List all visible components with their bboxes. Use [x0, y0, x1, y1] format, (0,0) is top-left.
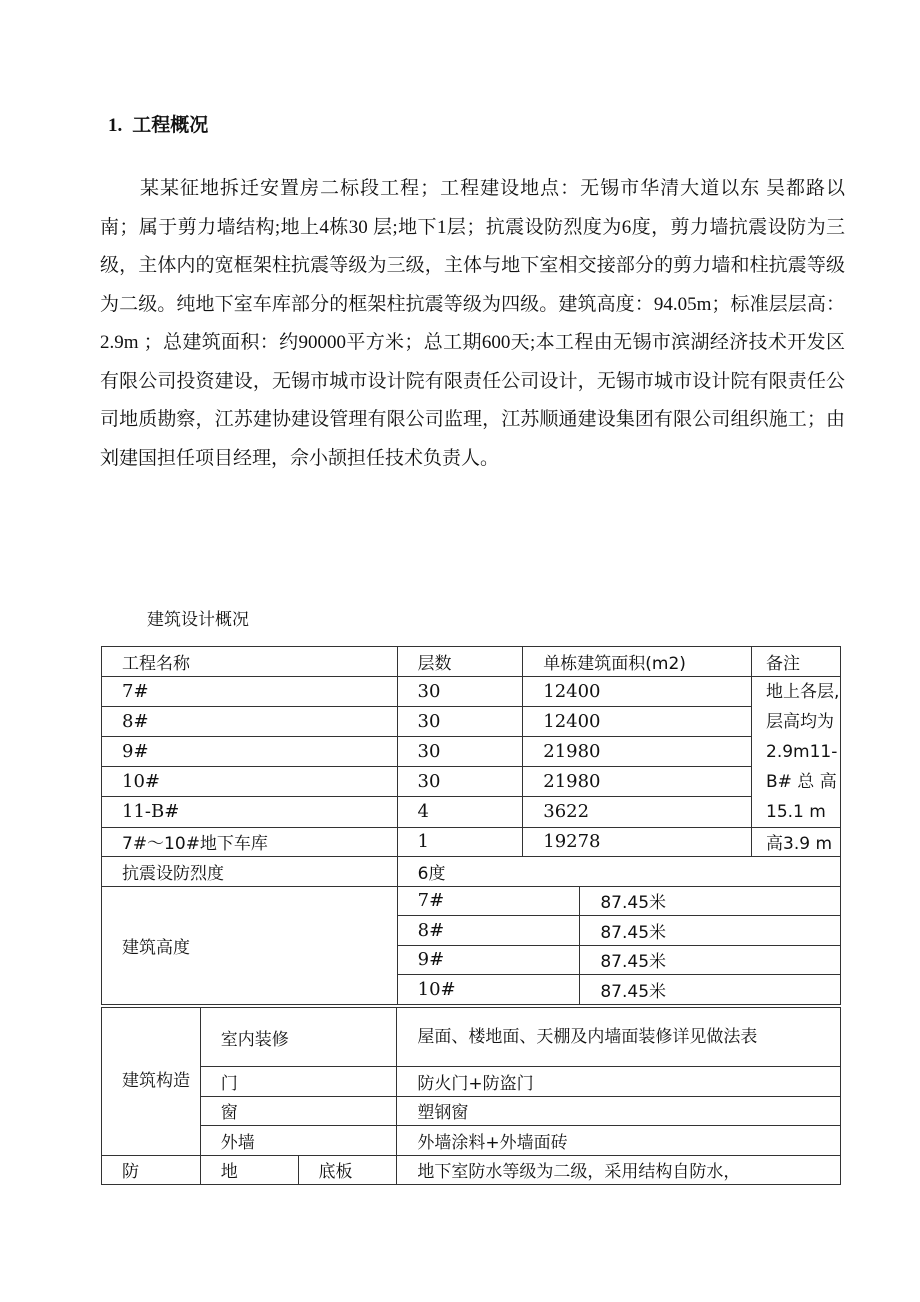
table-row: [102, 797, 841, 827]
height-value: 87.45米: [580, 975, 841, 1005]
table-row: [102, 767, 841, 797]
cell-area: 21980: [523, 767, 752, 797]
height-row: [102, 886, 841, 916]
cell-name: 9#: [102, 736, 398, 766]
construction-item: 窗: [200, 1096, 397, 1126]
cell-name: 7#: [102, 676, 398, 706]
height-building: 9#: [397, 945, 580, 975]
cell-area: 12400: [523, 706, 752, 736]
height-building: 10#: [397, 975, 580, 1005]
project-overview-paragraph: 某某征地拆迁安置房二标段工程；工程建设地点：无锡市华清大道以东 吴都路以南；属于剪力墙结构;地上4栋30 层;地下1层；抗震设防烈度为6度，剪力墙抗震设防为三级，主体内的宽框架柱抗震等级为三级，主体与地下室相交接部分的剪力墙和柱抗震等级为二级。纯地下室车库部分的框架柱抗震等级为四级。建筑高度：94.05m；标准层层高：2.9m ；总建筑面积：约90000平方米；总工期600天;本工程由无锡市滨湖经济技术开发区有限公司投资建设，无锡市城市设计院有限责任公司设计，无锡市城市设计院有限责任公司地质勘察，江苏建协建设管理有限公司监理，江苏顺通建设集团有限公司组织施工；由刘建国担任项目经理，佘小颉担任技术负责人。: [100, 178, 845, 469]
table-row: [102, 706, 841, 736]
height-building: 7#: [397, 886, 580, 916]
table-header-row: [102, 647, 841, 677]
construction-label: 建筑构造: [102, 1008, 201, 1156]
cell-floors: 30: [397, 706, 523, 736]
cell-note-merged: 地上各层,层高均为2.9m11-B# 总 高15.1 m: [752, 676, 841, 827]
construction-row: [102, 1067, 841, 1097]
cell-name: 10#: [102, 767, 398, 797]
cell-floors: 4: [397, 797, 523, 827]
construction-row: [102, 1126, 841, 1156]
cell-area: 21980: [523, 736, 752, 766]
cell-name: 7#～10#地下车库: [102, 827, 398, 857]
header-project-name: 工程名称: [102, 647, 398, 677]
construction-value: 屋面、楼地面、天棚及内墙面装修详见做法表: [397, 1008, 841, 1067]
cell-floors: 1: [397, 827, 523, 857]
table-caption: 建筑设计概况: [147, 610, 249, 630]
seismic-value: 6度: [397, 857, 840, 887]
table-row: [102, 676, 841, 706]
height-value: 87.45米: [580, 916, 841, 946]
header-area: 单栋建筑面积(m2): [523, 647, 752, 677]
cell-area: 12400: [523, 676, 752, 706]
height-value: 87.45米: [580, 945, 841, 975]
seismic-label: 抗震设防烈度: [102, 857, 398, 887]
construction-value: 防火门+防盗门: [397, 1067, 841, 1097]
seismic-row: [102, 857, 841, 887]
construction-row: [102, 1096, 841, 1126]
height-value: 87.45米: [580, 886, 841, 916]
table-row: [102, 736, 841, 766]
construction-value: 塑钢窗: [397, 1096, 841, 1126]
waterproof-col2: 地: [200, 1155, 298, 1185]
cell-floors: 30: [397, 767, 523, 797]
height-label: 建筑高度: [102, 886, 398, 1004]
section-number: 1.: [108, 115, 123, 136]
header-note: 备注: [752, 647, 841, 677]
cell-area: 19278: [523, 827, 752, 857]
cell-area: 3622: [523, 797, 752, 827]
construction-row: [102, 1008, 841, 1067]
cell-name: 8#: [102, 706, 398, 736]
construction-item: 外墙: [200, 1126, 397, 1156]
waterproof-col3: 底板: [298, 1155, 397, 1185]
construction-item: 门: [200, 1067, 397, 1097]
construction-item: 室内装修: [200, 1008, 397, 1067]
construction-value: 外墙涂料+外墙面砖: [397, 1126, 841, 1156]
cell-name: 11-B#: [102, 797, 398, 827]
header-floors: 层数: [397, 647, 523, 677]
section-title: 工程概况: [132, 115, 209, 136]
waterproof-row: [102, 1155, 841, 1185]
cell-note: 高3.9 m: [752, 827, 841, 857]
section-heading: [108, 110, 208, 137]
construction-table: [101, 1007, 841, 1185]
cell-floors: 30: [397, 676, 523, 706]
height-building: 8#: [397, 916, 580, 946]
cell-floors: 30: [397, 736, 523, 766]
building-design-table: [101, 646, 841, 857]
seismic-height-table: [101, 856, 841, 1005]
waterproof-col1: 防: [102, 1155, 201, 1185]
waterproof-value: 地下室防水等级为二级，采用结构自防水，: [397, 1155, 841, 1185]
table-row-garage: [102, 827, 841, 857]
